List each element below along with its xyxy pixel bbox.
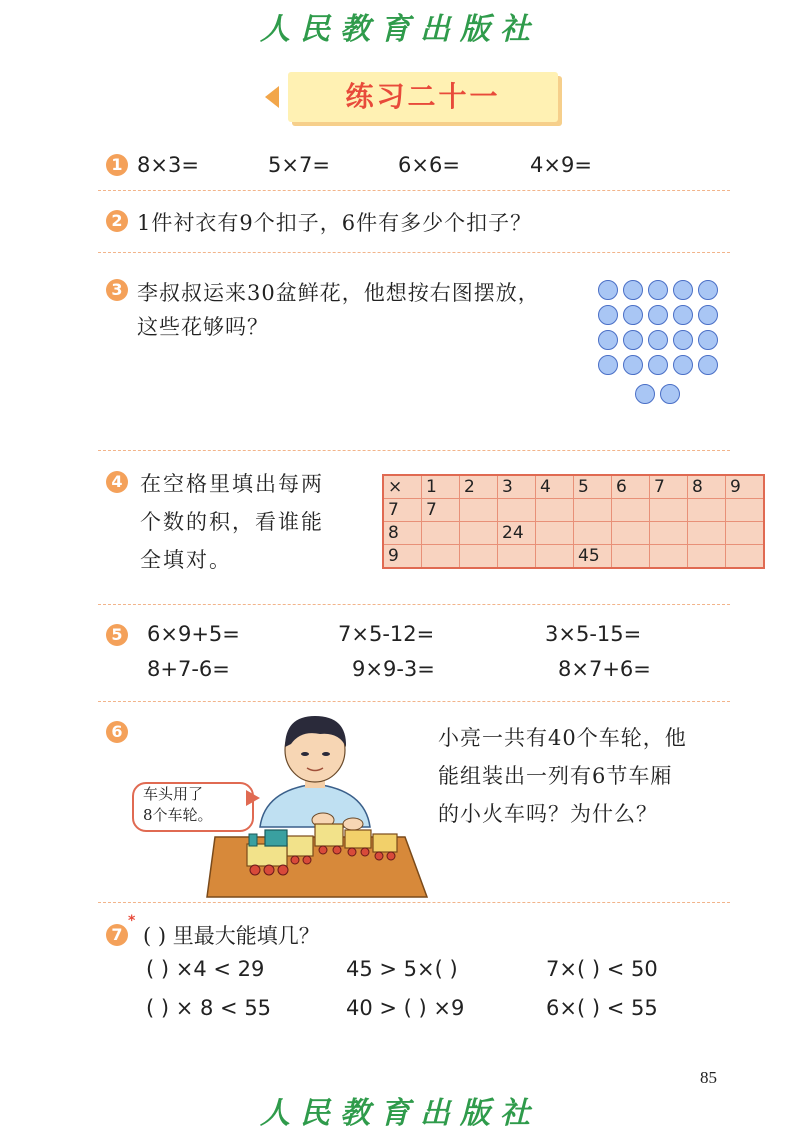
table-cell (650, 499, 688, 522)
table-cell (498, 499, 536, 522)
publisher-header: 人民教育出版社 (260, 12, 540, 47)
flower-dot (698, 355, 718, 375)
ex3-line-1: 李叔叔运来30盆鲜花，他想按右图摆放， (137, 281, 540, 305)
table-cell (536, 545, 574, 569)
table-header-cell: 1 (422, 475, 460, 499)
divider (98, 701, 730, 702)
flower-dot (598, 355, 618, 375)
table-header-cell: 7 (650, 475, 688, 499)
train-car (287, 836, 313, 856)
ex7-question: ( ) 里最大能填几？ (143, 924, 320, 948)
divider (98, 902, 730, 903)
flower-dot (648, 280, 668, 300)
exercise-number-7: 7 (106, 924, 128, 946)
flower-dot (623, 305, 643, 325)
table-header-cell: 8 (383, 522, 422, 545)
table-cell (726, 522, 765, 545)
ex5-r1-item-1: 6×9+5= (147, 622, 240, 646)
exercise-number-3: 3 (106, 279, 128, 301)
title-arrow-icon (265, 86, 279, 108)
table-cell (536, 499, 574, 522)
ex1-item-3: 6×6= (398, 153, 460, 177)
table-cell (612, 522, 650, 545)
flower-dot (673, 280, 693, 300)
ex2-text: 1件衬衣有9个扣子，6件有多少个扣子？ (137, 211, 533, 235)
flower-dot-arrangement (598, 280, 728, 430)
table-cell (422, 522, 460, 545)
ex4-line-1: 在空格里填出每两 (140, 472, 324, 496)
flower-dot (660, 384, 680, 404)
ex7-r1-item-2: 45 > 5×( ) (346, 957, 458, 981)
flower-dot (635, 384, 655, 404)
ex6-line-1: 小亮一共有40个车轮，他 (438, 726, 687, 750)
flower-dot (598, 305, 618, 325)
ex4-line-3: 全填对。 (140, 548, 232, 572)
challenge-star-icon: * (128, 913, 136, 929)
flower-dot (673, 330, 693, 350)
table-cell (726, 545, 765, 569)
ex1-item-1: 8×3= (137, 153, 199, 177)
bubble-line-1: 车头用了 (143, 785, 204, 803)
ex7-r1-item-3: 7×( ) < 50 (546, 957, 658, 981)
table-header-cell: 9 (726, 475, 765, 499)
table-cell (460, 522, 498, 545)
ex6-line-3: 的小火车吗？为什么？ (438, 802, 658, 826)
table-cell (650, 545, 688, 569)
exercise-number-4: 4 (106, 471, 128, 493)
flower-dot (698, 280, 718, 300)
flower-dot (648, 355, 668, 375)
ex3-line-2: 这些花够吗？ (137, 315, 269, 339)
table-header-cell: 7 (383, 499, 422, 522)
table-cell: 24 (498, 522, 536, 545)
table-cell (574, 522, 612, 545)
flower-dot (673, 355, 693, 375)
ex7-r2-item-1: ( ) × 8 < 55 (146, 996, 272, 1020)
exercise-number-6: 6 (106, 721, 128, 743)
divider (98, 252, 730, 253)
table-header-cell: 2 (460, 475, 498, 499)
flower-dot (623, 330, 643, 350)
speech-bubble-tail (246, 790, 260, 806)
table-header-cell: 8 (688, 475, 726, 499)
ex4-line-2: 个数的积，看谁能 (140, 510, 324, 534)
table-header-cell: 3 (498, 475, 536, 499)
bubble-line-2: 8个车轮。 (143, 806, 213, 824)
table-cell: 45 (574, 545, 612, 569)
exercise-number-1: 1 (106, 154, 128, 176)
exercise-number-5: 5 (106, 624, 128, 646)
ex5-r1-item-3: 3×5-15= (545, 622, 642, 646)
divider (98, 604, 730, 605)
ex7-r2-item-3: 6×( ) < 55 (546, 996, 658, 1020)
ex5-r2-item-3: 8×7+6= (558, 657, 651, 681)
table-cell (726, 499, 765, 522)
table-header-cell: × (383, 475, 422, 499)
table-cell (460, 545, 498, 569)
ex7-r2-item-2: 40 > ( ) ×9 (346, 996, 465, 1020)
table-cell (688, 522, 726, 545)
table-cell (650, 522, 688, 545)
table-header-cell: 4 (536, 475, 574, 499)
divider (98, 190, 730, 191)
table-row (383, 475, 764, 499)
table-header-cell: 6 (612, 475, 650, 499)
publisher-footer: 人民教育出版社 (260, 1096, 540, 1131)
flower-dot (698, 330, 718, 350)
ex5-r2-item-2: 9×9-3= (352, 657, 435, 681)
multiplication-table (382, 474, 765, 569)
train-car (345, 830, 371, 848)
ex1-item-4: 4×9= (530, 153, 592, 177)
table-row (383, 545, 764, 569)
table-cell (574, 499, 612, 522)
flower-dot (623, 280, 643, 300)
train-engine (247, 844, 287, 866)
table-cell (422, 545, 460, 569)
flower-dot (648, 330, 668, 350)
table-cell (688, 545, 726, 569)
ex7-r1-item-1: ( ) ×4 < 29 (146, 957, 265, 981)
ex6-line-2: 能组装出一列有6节车厢 (438, 764, 673, 788)
table-row (383, 522, 764, 545)
train-car (315, 824, 343, 846)
flower-dot (623, 355, 643, 375)
table-cell (536, 522, 574, 545)
table-cell (612, 545, 650, 569)
table-cell (688, 499, 726, 522)
flower-dot (598, 280, 618, 300)
page-number: 85 (700, 1068, 717, 1087)
exercise-number-2: 2 (106, 210, 128, 232)
table-cell: 7 (422, 499, 460, 522)
table-cell (612, 499, 650, 522)
ex1-item-2: 5×7= (268, 153, 330, 177)
page-title: 练习二十一 (345, 80, 501, 113)
divider (98, 450, 730, 451)
table-cell (498, 545, 536, 569)
flower-dot (648, 305, 668, 325)
flower-dot (598, 330, 618, 350)
table-row (383, 499, 764, 522)
table-header-cell: 5 (574, 475, 612, 499)
flower-dot (673, 305, 693, 325)
ex5-r1-item-2: 7×5-12= (338, 622, 435, 646)
flower-dot (698, 305, 718, 325)
table-cell (460, 499, 498, 522)
train-car (373, 834, 397, 852)
ex5-r2-item-1: 8+7-6= (147, 657, 230, 681)
table-header-cell: 9 (383, 545, 422, 569)
